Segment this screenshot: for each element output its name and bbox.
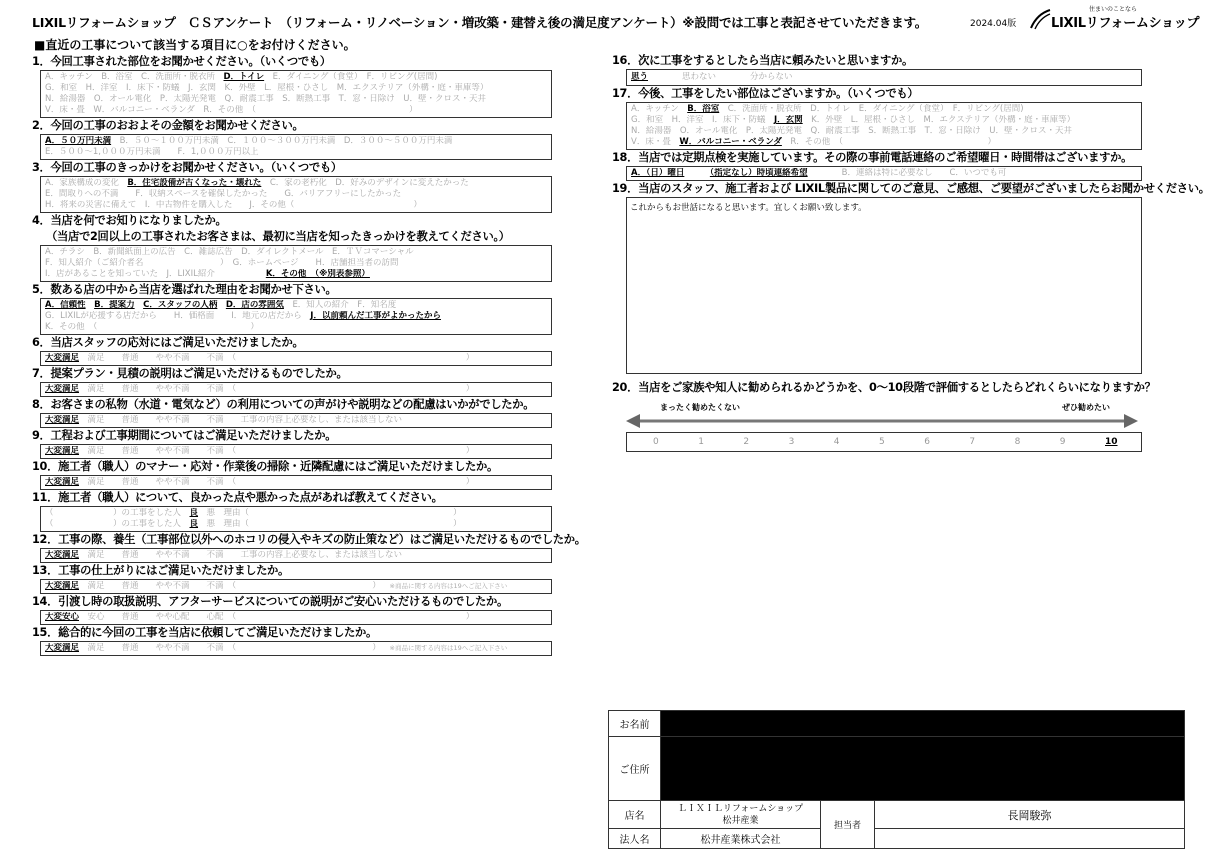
comment-box[interactable]: これからもお世話になると思います。宜しくお願い致します。 [626, 197, 1142, 374]
store-name-line: 松井産業 [722, 815, 759, 826]
corp-value: 松井産業株式会社 [661, 829, 821, 849]
option-text: A．キッチン B．浴室 C．洗面所・脱衣所 [45, 72, 224, 82]
question-title: 18．当店では定期点検を実施しています。その際の事前電話連絡のご希望曜日・時間帯はございますか。 [612, 151, 1133, 164]
question-title: 9．工程および工事期間についてはご満足いただけましたか。 [32, 429, 337, 442]
answer-box [40, 641, 552, 656]
answer-box [40, 413, 552, 428]
address-label: ご住所 [609, 737, 661, 801]
option-text: A．家族構成の変化 [45, 178, 128, 188]
question-title: 1．今回工事された部位をお聞かせください。（いくつでも） [32, 55, 331, 68]
selected-option[interactable]: 思う [631, 72, 649, 82]
question-title: 20．当店をご家族や知人に勧められるかどうかを、0～10段階で評価するとしたらどれくらいになりますか？ [612, 381, 1156, 394]
selected-option[interactable]: D．店の雰囲気 [225, 300, 284, 310]
option-text: 満足 普通 やや不満 不満 （ ） [79, 446, 475, 456]
selected-option[interactable]: 大変満足 [45, 353, 80, 363]
option-text: B．５０～１００万円未満 C．１００～３００万円未満 D．３００～５００万円未満 [111, 136, 453, 146]
answer-box [40, 610, 552, 625]
question-title: 10．施工者（職人）のマナー・応対・作業後の掃除・近隣配慮にはご満足いただけましたか。 [32, 460, 498, 473]
question-11 [32, 490, 552, 532]
survey-title: LIXILリフォームショップ ＣＳアンケート （リフォーム・リノベーション・増改築・建替え後の満足度アンケート）※設問では工事と表記させていただきます。 [32, 15, 928, 30]
option-text: V．床・畳 [631, 137, 680, 147]
option-text: 満足 普通 やや不満 不満 （ ） [79, 643, 377, 653]
question-9 [32, 428, 552, 459]
question-title [32, 213, 552, 245]
option-text: N．給湯器 O．オール電化 P．太陽光発電 Q．耐震工事 S．断熱工事 T．窓・日除け U．壁・クロス・天井 [631, 126, 1073, 136]
question-10 [32, 459, 552, 490]
answer-box [40, 475, 552, 490]
note-text: ※商品に関する内容は19へご記入下さい [376, 582, 508, 590]
question-title: 17．今後、工事をしたい部位はございますか。（いくつでも） [612, 87, 919, 100]
question-2 [32, 118, 552, 160]
logo-tagline: 住まいのことなら [1089, 6, 1138, 13]
option-text: 思わない 分からない [648, 72, 793, 82]
left-column [32, 36, 586, 656]
nps-scale [626, 432, 1142, 452]
selected-option[interactable]: 大変満足 [45, 643, 80, 653]
answer-box [626, 69, 1142, 86]
selected-option[interactable]: A．５０万円未満 [45, 136, 112, 146]
scale-value-0[interactable]: 0 [653, 437, 659, 447]
scale-value-10[interactable]: 10 [1105, 437, 1118, 447]
staff-label: 担当者 [821, 801, 875, 849]
selected-option[interactable]: J．玄関 [774, 115, 803, 125]
option-text: E．知人の紹介 F．知名度 [283, 300, 397, 310]
option-text: G．和室 H．洋室 I．床下・防蟻 [631, 115, 774, 125]
option-text: G．和室 H．洋室 I．床下・防蟻 J．玄関 K．外壁 L．屋根・ひさし M．エクステリア（外構・庭・車庫等） [45, 83, 489, 93]
selected-option[interactable]: 大変満足 [45, 581, 80, 591]
scale-value-6[interactable]: 6 [924, 437, 930, 447]
question-14 [32, 594, 552, 625]
selected-option[interactable]: （指定なし）時頃連絡希望 [709, 168, 808, 178]
question-17 [612, 86, 1142, 150]
answer-box [40, 351, 552, 366]
staff-value-empty [875, 829, 1185, 849]
page-header [32, 6, 1200, 33]
option-text: K．外壁 L．屋根・ひさし M．エクステリア（外構・庭・車庫等） [802, 115, 1076, 125]
question-title: 16．次に工事をするとしたら当店に頼みたいと思いますか。 [612, 54, 914, 67]
selected-option[interactable]: J．以前頼んだ工事がよかったから [310, 311, 441, 321]
question-title: 13．工事の仕上がりにはご満足いただけましたか。 [32, 564, 290, 577]
selected-option[interactable]: A．（日）曜日 [631, 168, 685, 178]
answer-box [626, 166, 1142, 181]
section-heading: ■直近の工事について該当する項目に○をお付けください。 [34, 38, 356, 52]
store-name-line: ＬＩＸＩＬリフォームショップ [677, 803, 804, 814]
staff-value: 長岡駿弥 [875, 801, 1185, 829]
question-title: 8．お客さまの私物（水道・電気など）の利用についての声がけや説明などの配慮はいかがでしたか。 [32, 398, 535, 411]
question-title: 14．引渡し時の取扱説明、アフターサービスについての説明がご安心いただけるものでしたか。 [32, 595, 508, 608]
answer-box [40, 548, 552, 563]
answer-box [40, 506, 552, 532]
selected-option[interactable]: 大変満足 [45, 446, 80, 456]
answer-box [40, 382, 552, 397]
question-16 [612, 53, 1142, 86]
store-value [661, 801, 821, 829]
option-text: G．LIXILが応援する店だから H．価格面 I．地元の店だから [45, 311, 311, 321]
question-20 [612, 380, 1156, 452]
scale-value-2[interactable]: 2 [743, 437, 750, 447]
option-text: E．間取りへの不満 F．収納スペースを確保したかった G．バリアフリーにしたかった [45, 189, 402, 199]
scale-value-7[interactable]: 7 [969, 437, 976, 447]
option-text: 満足 普通 やや不満 不満 工事の内容上必要なし、または該当しない [79, 415, 403, 425]
question-13 [32, 563, 552, 594]
version-date: 2024.04版 [970, 19, 1017, 29]
question-15 [32, 625, 552, 656]
scale-value-3[interactable]: 3 [788, 437, 795, 447]
selected-option[interactable]: B．浴室 [687, 104, 720, 114]
question-5 [32, 282, 552, 335]
option-text: K．その他 （ ） [45, 322, 259, 332]
name-label: お名前 [609, 711, 661, 737]
selected-option[interactable]: 大変満足 [45, 415, 80, 425]
option-text: I．店があることを知っていた J．LIXIL紹介 [45, 269, 266, 279]
option-text: （ ）の工事をした人 [45, 519, 190, 529]
option-text: R．その他 （ ） [781, 137, 997, 147]
selected-option[interactable]: 大変安心 [45, 612, 80, 622]
selected-option[interactable]: B．提案力 [94, 300, 135, 310]
selected-option[interactable]: 大変満足 [45, 477, 80, 487]
question-12 [32, 532, 586, 563]
selected-option[interactable]: D．トイレ [223, 72, 265, 82]
question-18 [612, 150, 1142, 181]
question-title: 6．当店スタッフの応対にはご満足いただけましたか。 [32, 336, 304, 349]
question-8 [32, 397, 552, 428]
option-text: 満足 普通 やや不満 不満 （ ） [79, 384, 475, 394]
answer-box [40, 134, 552, 160]
scale-value-9[interactable]: 9 [1059, 437, 1066, 447]
selected-option[interactable]: 大変満足 [45, 384, 80, 394]
scale-value-5[interactable]: 5 [879, 437, 885, 447]
option-text: 満足 普通 やや不満 不満 （ ） [79, 477, 475, 487]
lixil-logo [1029, 4, 1200, 32]
option-text: V．床・畳 W．バルコニー・ベランダ R．その他 （ ） [45, 105, 418, 115]
scale-arrow [626, 396, 1142, 432]
answer-box [40, 176, 552, 213]
scale-left-label: まったく勧めたくない [660, 403, 740, 412]
logo-brand: LIXILリフォームショップ [1051, 16, 1200, 31]
question-7 [32, 366, 552, 397]
note-text: ※商品に関する内容は19へご記入下さい [376, 644, 508, 652]
selected-option[interactable]: 良 [189, 519, 199, 529]
selected-option[interactable]: B．住宅設備が古くなった・壊れた [127, 178, 262, 188]
customer-info-table [608, 710, 1185, 849]
swoosh-icon [1029, 8, 1051, 30]
name-redacted [661, 711, 1185, 737]
selected-option[interactable]: K．その他 （※別表参照） [265, 269, 370, 279]
question-title: 3．今回の工事のきっかけをお聞かせください。（いくつでも） [32, 161, 342, 174]
right-column [612, 53, 1210, 452]
option-text: E．ダイニング（食堂） F．リビング(居間) [264, 72, 438, 82]
selected-option[interactable]: C．スタッフの人柄 [143, 300, 218, 310]
address-redacted [661, 737, 1185, 801]
store-label: 店名 [609, 801, 661, 829]
option-text: H．将来の災害に備えて I．中古物件を購入した J．その他（ ） [45, 200, 422, 210]
question-title: 2．今回の工事のおおよその金額をお聞かせください。 [32, 119, 304, 132]
question-3 [32, 160, 552, 213]
option-text: N．給湯器 O．オール電化 P．太陽光発電 Q．耐震工事 S．断熱工事 T．窓・日除け U．壁・クロス・天井 [45, 94, 487, 104]
answer-box [40, 245, 552, 282]
question-title: 19．当店のスタッフ、施工者および LIXIL製品に関してのご意見、ご感想、ご要望がございましたらお聞かせください。 [612, 182, 1210, 195]
question-6 [32, 335, 552, 366]
question-title-text: 4．当店を何でお知りになりましたか。 [32, 214, 227, 227]
option-text: 満足 普通 やや不満 不満 （ ） [79, 581, 377, 591]
selected-option[interactable]: 良 [189, 508, 199, 518]
option-text: 安心 普通 やや心配 心配 （ ） [79, 612, 475, 622]
answer-box [40, 298, 552, 335]
double-arrow-icon [626, 414, 1138, 428]
option-text: C．家の老朽化 D．好みのデザインに変えたかった [261, 178, 469, 188]
scale-right-label: ぜひ勧めたい [1062, 403, 1110, 412]
question-title: 15．総合的に今回の工事を当店に依頼してご満足いただけましたか。 [32, 626, 378, 639]
selected-option[interactable]: 大変満足 [45, 550, 80, 560]
option-text: 満足 普通 やや不満 不満 （ ） [79, 353, 475, 363]
answer-box [626, 102, 1142, 150]
selected-option[interactable]: W．バルコニー・ベランダ [679, 137, 782, 147]
question-1 [32, 54, 552, 118]
scale-value-4[interactable]: 4 [833, 437, 840, 447]
answer-box [40, 579, 552, 594]
question-title: 12．工事の際、養生（工事部位以外へのホコリの侵入やキズの防止策など）はご満足いただけるものでしたか。 [32, 533, 586, 546]
question-title: 7．提案プラン・見積の説明はご満足いただけるものでしたか。 [32, 367, 348, 380]
option-text: 悪 理由（ ） [198, 508, 462, 518]
option-text: A．チラシ B．新聞紙面上の広告 C．雑誌広告 D．ダイレクトメール E．ＴＶコマーシャル [45, 247, 414, 257]
question-subtitle: （当店で2回以上の工事されたお客さまは、最初に当店を知ったきっかけを教えてください。） [46, 230, 510, 243]
option-text: 悪 理由（ ） [198, 519, 462, 529]
answer-box [40, 70, 552, 118]
option-text: （ ）の工事をした人 [45, 508, 190, 518]
option-text: A．キッチン [631, 104, 688, 114]
answer-box [40, 444, 552, 459]
option-text: B．連絡は特に必要なし C．いつでも可 [807, 168, 1007, 178]
option-text: E．５００～1,０００万円未満 F．1,０００万円以上 [45, 147, 259, 157]
option-text: C．洗面所・脱衣所 D．トイレ E．ダイニング（食堂） F．リビング(居間) [719, 104, 1024, 114]
question-title: 5．数ある店の中から当店を選ばれた理由をお聞かせ下さい。 [32, 283, 337, 296]
selected-option[interactable]: A．信頼性 [45, 300, 86, 310]
corp-label: 法人名 [609, 829, 661, 849]
question-19 [612, 181, 1210, 374]
scale-value-1[interactable]: 1 [698, 437, 704, 447]
scale-value-8[interactable]: 8 [1014, 437, 1021, 447]
option-text: F．知人紹介（ご紹介者名 ） G．ホームページ H．店舗担当者の訪問 [45, 258, 399, 268]
question-title: 11．施工者（職人）について、良かった点や悪かった点があれば教えてください。 [32, 491, 443, 504]
question-4 [32, 213, 552, 282]
option-text: 満足 普通 やや不満 不満 工事の内容上必要なし、または該当しない [79, 550, 403, 560]
